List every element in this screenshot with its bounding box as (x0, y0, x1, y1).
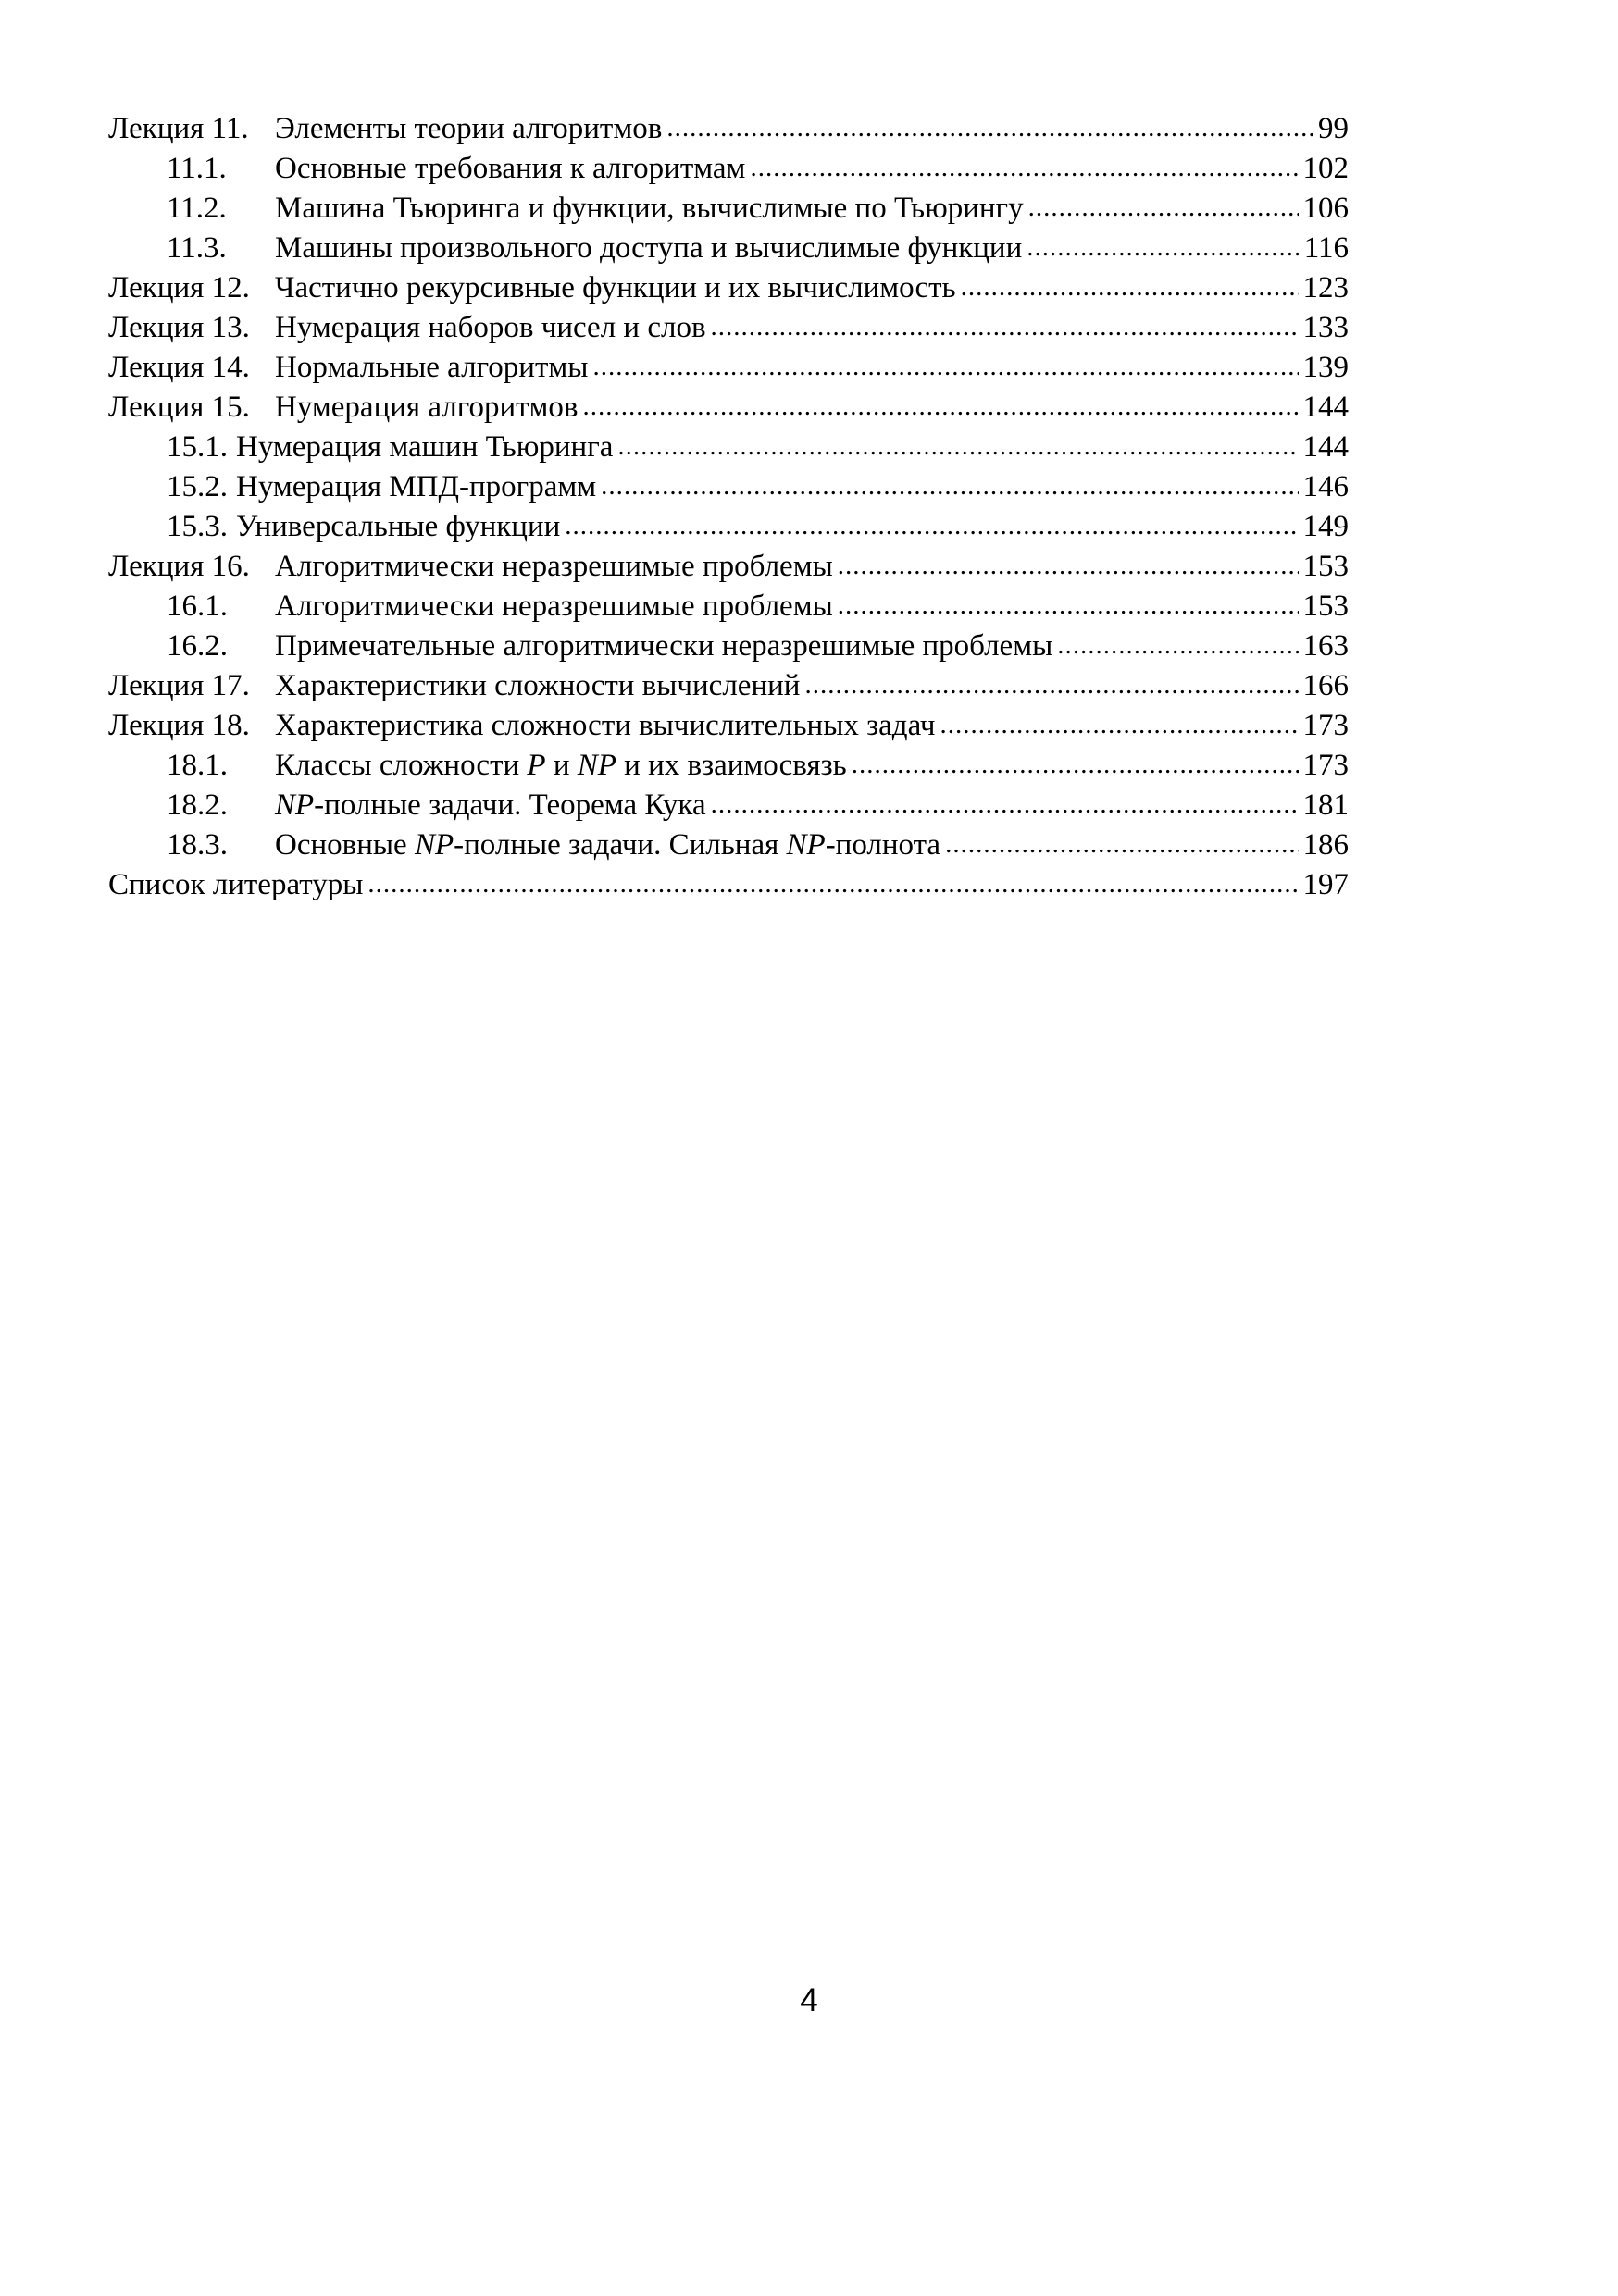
toc-entry-page: 153 (1302, 590, 1349, 623)
toc-entry-number: 15.2. (167, 470, 228, 503)
toc-entry-title (275, 666, 800, 706)
toc-entry-title-segment: Универсальные функции (236, 510, 561, 543)
toc-entry-title-segment: Алгоритмически неразрешимые проблемы (275, 590, 833, 623)
toc-entry-title-segment: Машина Тьюринга и функции, вычислимые по Тьюрингу (275, 192, 1024, 225)
toc-entry[interactable] (108, 428, 1349, 467)
toc-entry-page: 116 (1303, 231, 1349, 265)
toc-entry-title-segment: Основные требования к алгоритмам (275, 152, 746, 185)
toc-entry-title-segment: -полные задачи. Теорема Кука (314, 788, 706, 822)
toc-entry-title (275, 268, 956, 308)
toc-dot-leader (838, 585, 1299, 626)
toc-entry-title-italic: NP (414, 828, 454, 862)
toc-entry-title (275, 825, 940, 865)
toc-entry-title-italic: NP (786, 828, 826, 862)
toc-dot-leader (838, 545, 1299, 586)
toc-dot-leader (804, 664, 1298, 705)
toc-entry[interactable] (108, 865, 1349, 905)
table-of-contents (108, 109, 1349, 905)
toc-entry[interactable] (108, 348, 1349, 388)
toc-entry-page: 173 (1302, 709, 1349, 742)
toc-dot-leader (666, 107, 1313, 148)
toc-entry-title (108, 865, 363, 905)
toc-dot-leader (750, 147, 1298, 188)
toc-entry-title (236, 428, 613, 467)
toc-entry-title-segment: Частично рекурсивные функции и их вычислимость (275, 271, 956, 304)
toc-dot-leader (1028, 187, 1299, 228)
toc-entry[interactable] (108, 666, 1349, 706)
toc-entry-page: 149 (1302, 510, 1349, 543)
toc-entry-page: 102 (1302, 152, 1349, 185)
toc-entry-title-segment: Классы сложности (275, 749, 528, 782)
toc-entry[interactable] (108, 786, 1349, 825)
toc-entry[interactable] (108, 547, 1349, 587)
toc-entry-title-segment: Список литературы (108, 868, 364, 901)
toc-entry-title-segment: Нумерация машин Тьюринга (236, 430, 614, 464)
toc-entry-page: 146 (1302, 470, 1349, 503)
toc-entry-page: 166 (1302, 669, 1349, 702)
toc-dot-leader (565, 505, 1298, 546)
toc-entry-title-italic: NP (275, 788, 315, 822)
toc-entry-page: 123 (1302, 271, 1349, 304)
toc-entry-title-segment: -полные задачи. Сильная (454, 828, 787, 862)
toc-entry-title (236, 507, 560, 547)
toc-entry-title-italic: P (527, 749, 546, 782)
toc-entry-title-segment: Машины произвольного доступа и вычислимые функции (275, 231, 1023, 265)
toc-entry-title (275, 229, 1022, 268)
toc-dot-leader (583, 386, 1299, 427)
toc-entry-title (275, 627, 1052, 666)
toc-entry-page: 153 (1302, 550, 1349, 583)
toc-entry-title (275, 706, 936, 746)
toc-entry-title-segment: Нормальные алгоритмы (275, 351, 589, 384)
toc-entry[interactable] (108, 627, 1349, 666)
toc-entry-title-segment: -полнота (825, 828, 941, 862)
toc-dot-leader (940, 704, 1299, 745)
toc-dot-leader (1057, 625, 1298, 665)
toc-dot-leader (711, 306, 1299, 347)
toc-entry-title-segment: и (545, 749, 578, 782)
toc-entry-page: 173 (1302, 749, 1349, 782)
toc-entry-page: 99 (1318, 112, 1349, 145)
toc-entry[interactable] (108, 388, 1349, 428)
toc-entry-number: 15.3. (167, 510, 228, 543)
toc-entry-page: 133 (1302, 311, 1349, 344)
toc-entry[interactable] (108, 706, 1349, 746)
toc-entry-title-italic: NP (577, 749, 616, 782)
toc-entry[interactable] (108, 825, 1349, 865)
toc-entry-number: Лекция 13. (108, 311, 250, 344)
toc-dot-leader (367, 863, 1298, 904)
toc-entry-title-segment: Элементы теории алгоритмов (275, 112, 663, 145)
toc-entry-title-segment: Характеристика сложности вычислительных задач (275, 709, 936, 742)
toc-entry[interactable] (108, 507, 1349, 547)
toc-entry-title (275, 308, 706, 348)
toc-entry-title (275, 388, 579, 428)
toc-entry-number: Лекция 18. (108, 709, 250, 742)
toc-dot-leader (945, 824, 1298, 864)
toc-dot-leader (711, 784, 1299, 825)
toc-entry-page: 106 (1302, 192, 1349, 225)
toc-entry-number: 18.3. (167, 828, 228, 862)
toc-entry-title (275, 547, 833, 587)
toc-entry[interactable] (108, 229, 1349, 268)
toc-entry-title-segment: Алгоритмически неразрешимые проблемы (275, 550, 833, 583)
toc-entry-title-segment: Нумерация наборов чисел и слов (275, 311, 706, 344)
toc-entry-number: Лекция 17. (108, 669, 250, 702)
toc-entry-number: 16.2. (167, 629, 228, 663)
toc-entry-number: 18.1. (167, 749, 228, 782)
toc-entry-page: 139 (1302, 351, 1349, 384)
toc-entry-title (275, 348, 588, 388)
toc-entry-title-segment: и их взаимосвязь (616, 749, 847, 782)
toc-dot-leader (852, 744, 1299, 785)
toc-entry-title-segment: Нумерация алгоритмов (275, 391, 579, 424)
toc-entry-title-segment: Нумерация МПД-программ (236, 470, 597, 503)
toc-entry-page: 197 (1302, 868, 1349, 901)
toc-entry-title (275, 786, 706, 825)
toc-entry[interactable] (108, 746, 1349, 786)
page-number: 4 (800, 1982, 818, 2018)
toc-entry-number: Лекция 15. (108, 391, 250, 424)
toc-entry-title (275, 149, 745, 189)
toc-entry-number: 11.1. (167, 152, 227, 185)
toc-entry[interactable] (108, 587, 1349, 627)
toc-entry-title (275, 109, 662, 149)
toc-entry[interactable] (108, 467, 1349, 507)
toc-entry[interactable] (108, 268, 1349, 308)
toc-entry-number: Лекция 16. (108, 550, 250, 583)
toc-entry[interactable] (108, 189, 1349, 229)
toc-entry-title (275, 587, 833, 627)
toc-entry[interactable] (108, 308, 1349, 348)
toc-entry-page: 186 (1302, 828, 1349, 862)
toc-entry-number: 16.1. (167, 590, 228, 623)
toc-dot-leader (601, 465, 1298, 506)
toc-entry-title-segment: Примечательные алгоритмически неразрешимые проблемы (275, 629, 1053, 663)
toc-dot-leader (617, 426, 1298, 466)
toc-entry-number: 18.2. (167, 788, 228, 822)
toc-dot-leader (1027, 227, 1299, 267)
toc-dot-leader (592, 346, 1298, 387)
toc-entry-page: 144 (1302, 430, 1349, 464)
toc-entry-number: 11.3. (167, 231, 227, 265)
toc-dot-leader (961, 267, 1299, 307)
toc-entry[interactable] (108, 109, 1349, 149)
toc-entry-title (275, 189, 1024, 229)
toc-entry-number: Лекция 11. (108, 112, 249, 145)
toc-entry-title (275, 746, 847, 786)
toc-entry-number: Лекция 12. (108, 271, 250, 304)
toc-entry-title-segment: Характеристики сложности вычислений (275, 669, 801, 702)
toc-entry-title (236, 467, 596, 507)
toc-entry-title-segment: Основные (275, 828, 415, 862)
toc-entry-number: Лекция 14. (108, 351, 250, 384)
toc-entry-number: 11.2. (167, 192, 227, 225)
toc-entry-page: 181 (1302, 788, 1349, 822)
toc-entry[interactable] (108, 149, 1349, 189)
toc-entry-number: 15.1. (167, 430, 228, 464)
toc-entry-page: 163 (1302, 629, 1349, 663)
toc-entry-page: 144 (1302, 391, 1349, 424)
